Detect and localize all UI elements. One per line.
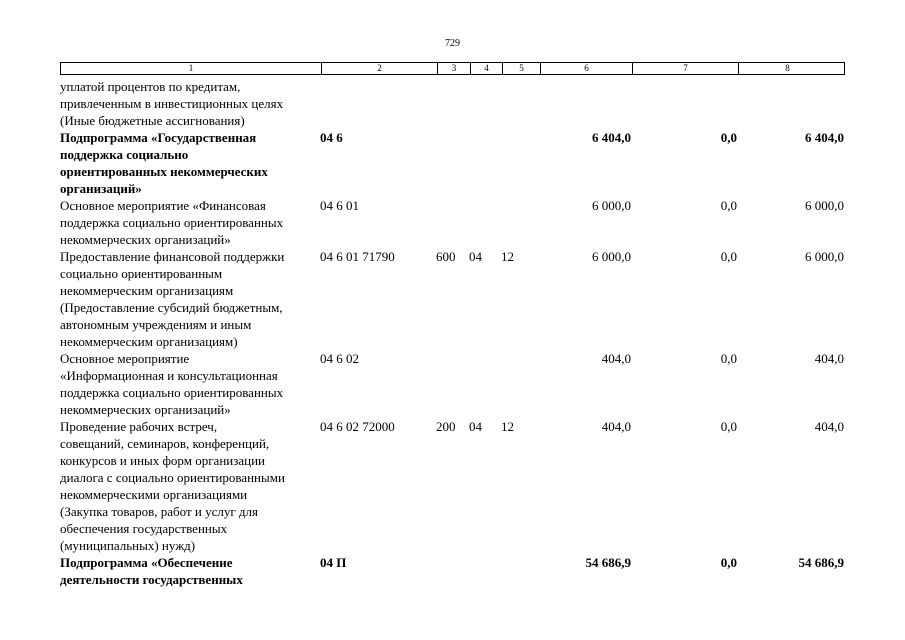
row-rz [469, 197, 501, 248]
row-description-line: (Иные бюджетные ассигнования) [60, 113, 245, 128]
row-description [60, 78, 320, 129]
row-value-col7: 0,0 [720, 555, 737, 570]
row-pr [501, 78, 539, 129]
row-value-col7 [631, 78, 737, 129]
row-value-col7: 0,0 [720, 198, 737, 213]
row-code: 04 6 01 71790 [320, 249, 395, 264]
row-value-col7: 0,0 [720, 249, 737, 264]
row-description [60, 350, 320, 418]
row-description-line: некоммерческих организаций» [60, 402, 231, 417]
row-description-line: Предоставление финансовой поддержки [60, 249, 285, 264]
row-description-line: (муниципальных) нужд) [60, 538, 196, 553]
row-pr: 12 [501, 249, 514, 264]
table-row [60, 248, 860, 350]
row-rz: 04 [469, 249, 482, 264]
column-header-5: 5 [502, 63, 540, 74]
row-code: 04 6 [320, 130, 343, 145]
row-description [60, 248, 320, 350]
row-description [60, 554, 320, 588]
row-description-line: диалога с социально ориентированными [60, 470, 285, 485]
table-row [60, 350, 860, 418]
row-description-line: совещаний, семинаров, конференций, [60, 436, 270, 451]
row-vr: 200 [436, 419, 456, 434]
row-value-col6: 6 000,0 [592, 249, 631, 264]
row-description-line: организаций» [60, 181, 142, 196]
row-rz [469, 350, 501, 418]
row-description-line: «Информационная и консультационная [60, 368, 278, 383]
table-row [60, 129, 860, 197]
row-value-col7: 0,0 [720, 351, 737, 366]
row-rz [469, 78, 501, 129]
row-value-col8: 54 686,9 [798, 555, 844, 570]
row-value-col8 [737, 78, 844, 129]
row-pr: 12 [501, 419, 514, 434]
column-header-3: 3 [437, 63, 470, 74]
table-row [60, 78, 860, 129]
table-row [60, 197, 860, 248]
row-vr [436, 554, 469, 588]
page-number: 729 [445, 38, 460, 49]
row-value-col7: 0,0 [720, 419, 737, 434]
row-value-col8: 6 000,0 [805, 249, 844, 264]
row-description-line: Подпрограмма «Государственная [60, 130, 257, 145]
row-description [60, 418, 320, 554]
row-rz [469, 129, 501, 197]
row-description-line: автономным учреждениям и иным [60, 317, 252, 332]
row-description-line: некоммерческим организациям [60, 283, 234, 298]
row-value-col8: 404,0 [814, 419, 844, 434]
row-description [60, 129, 320, 197]
row-description-line: Проведение рабочих встреч, [60, 419, 218, 434]
row-vr [436, 197, 469, 248]
row-description-line: (Предоставление субсидий бюджетным, [60, 300, 283, 315]
row-description-line: Основное мероприятие [60, 351, 190, 366]
row-rz [469, 554, 501, 588]
row-code: 04 6 02 72000 [320, 419, 395, 434]
row-description-line: Подпрограмма «Обеспечение [60, 555, 233, 570]
column-header-7: 7 [632, 63, 738, 74]
row-value-col6: 54 686,9 [585, 555, 631, 570]
row-description-line: конкурсов и иных форм организации [60, 453, 266, 468]
row-value-col6: 6 000,0 [592, 198, 631, 213]
row-value-col6: 6 404,0 [592, 130, 631, 145]
row-value-col8: 404,0 [814, 351, 844, 366]
column-header-2: 2 [321, 63, 437, 74]
row-value-col8: 6 404,0 [805, 130, 844, 145]
row-description-line: Основное мероприятие «Финансовая [60, 198, 266, 213]
column-header-4: 4 [470, 63, 502, 74]
row-pr [501, 350, 539, 418]
row-pr [501, 197, 539, 248]
row-code: 04 П [320, 555, 347, 570]
row-code: 04 6 02 [320, 351, 359, 366]
row-vr: 600 [436, 249, 456, 264]
row-vr [436, 78, 469, 129]
row-description-line: обеспечения государственных [60, 521, 228, 536]
row-code: 04 6 01 [320, 198, 359, 213]
column-header-1: 1 [188, 63, 194, 73]
table-row [60, 554, 860, 588]
table-body [60, 78, 860, 588]
table-row [60, 418, 860, 554]
row-value-col6 [539, 78, 631, 129]
row-description-line: поддержка социально ориентированных [60, 215, 284, 230]
column-header-8: 8 [738, 63, 836, 74]
row-description-line: некоммерческих организаций» [60, 232, 231, 247]
row-description-line: деятельности государственных [60, 572, 243, 587]
row-description-line: поддержка социально [60, 147, 189, 162]
row-value-col8: 6 000,0 [805, 198, 844, 213]
row-description-line: поддержка социально ориентированных [60, 385, 284, 400]
row-description-line: некоммерческими организациями [60, 487, 248, 502]
row-description [60, 197, 320, 248]
row-code [320, 78, 436, 129]
row-vr [436, 350, 469, 418]
row-description-line: (Закупка товаров, работ и услуг для [60, 504, 258, 519]
row-description-line: ориентированных некоммерческих [60, 164, 268, 179]
row-vr [436, 129, 469, 197]
row-description-line: некоммерческим организациям) [60, 334, 238, 349]
column-header-6: 6 [540, 63, 632, 74]
row-description-line: уплатой процентов по кредитам, [60, 79, 241, 94]
row-rz: 04 [469, 419, 482, 434]
row-description-line: привлеченным в инвестиционных целях [60, 96, 284, 111]
row-description-line: социально ориентированным [60, 266, 223, 281]
row-pr [501, 129, 539, 197]
table-column-header-row [60, 62, 845, 75]
row-value-col6: 404,0 [601, 351, 631, 366]
row-pr [501, 554, 539, 588]
row-value-col7: 0,0 [720, 130, 737, 145]
row-value-col6: 404,0 [601, 419, 631, 434]
